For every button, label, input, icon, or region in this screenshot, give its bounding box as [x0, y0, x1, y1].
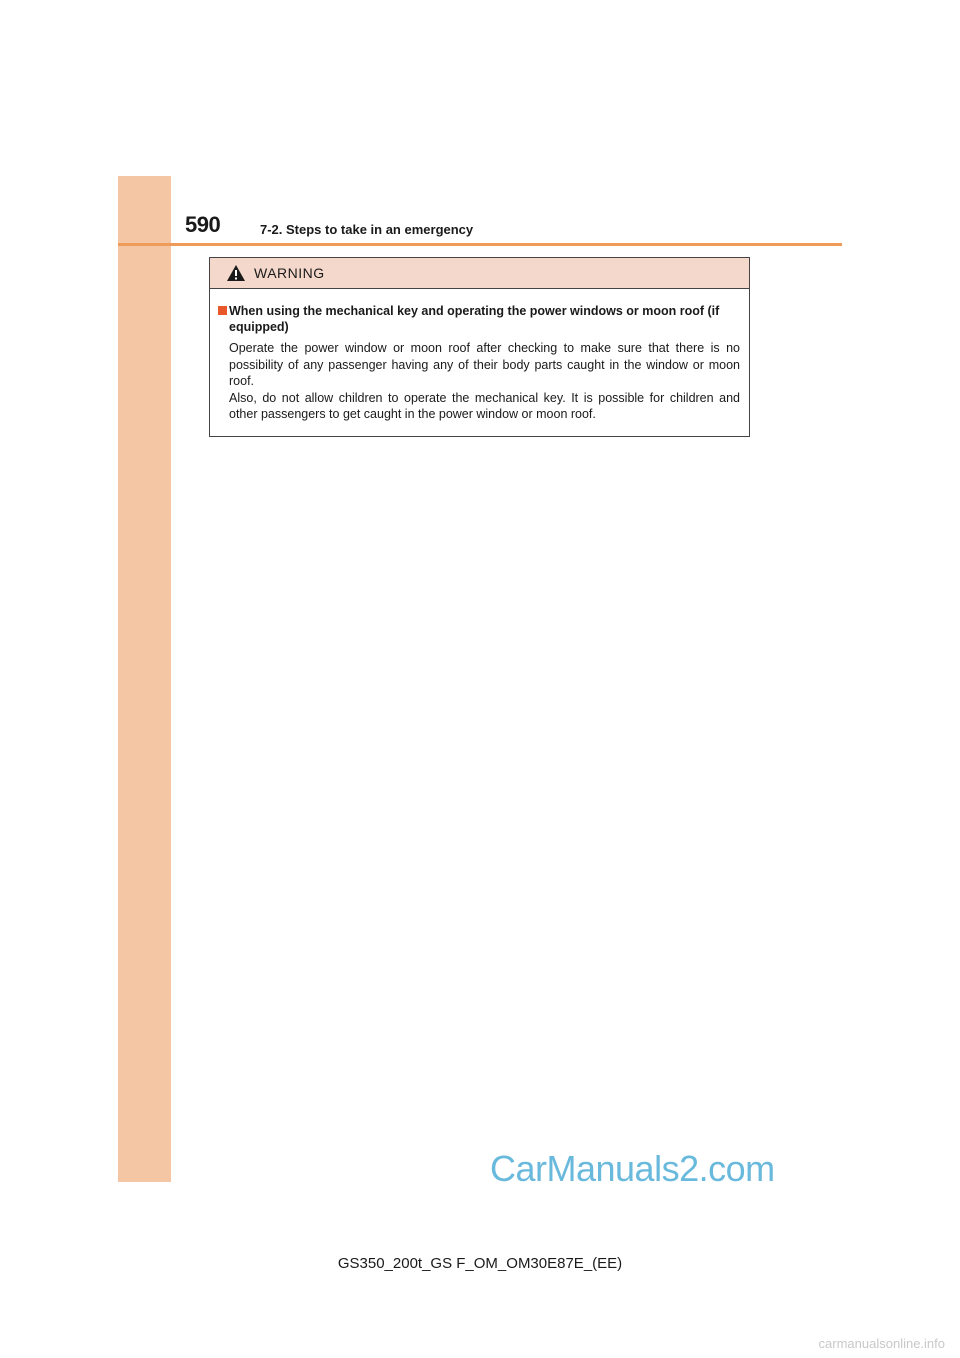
warning-title: WARNING [254, 265, 325, 281]
footer-doc-code: GS350_200t_GS F_OM_OM30E87E_(EE) [337, 1255, 623, 1272]
watermark-logo: CarManuals2.com [490, 1148, 775, 1189]
warning-header [210, 258, 749, 289]
warning-box [209, 257, 750, 437]
header-rule [118, 243, 842, 246]
page-number: 590 [185, 212, 221, 237]
square-bullet-icon [218, 306, 227, 315]
chapter-side-tab [118, 176, 171, 1182]
footer-credit: carmanualsonline.info [818, 1336, 945, 1351]
warning-triangle-icon [226, 264, 246, 282]
warning-paragraph-1: Operate the power window or moon roof after checking to make sure that there is no possibility of any passenger having any of their body parts caught in the window or moon roof. [229, 341, 740, 388]
warning-item-heading [218, 303, 745, 335]
warning-item-body [229, 340, 740, 423]
warning-paragraph-2: Also, do not allow children to operate the mechanical key. It is possible for children and other passengers to get caught in the power window or moon roof. [229, 390, 740, 421]
section-title: 7-2. Steps to take in an emergency [260, 222, 474, 237]
warning-item-heading-text: When using the mechanical key and operating the power windows or moon roof (if equipped) [229, 304, 720, 334]
